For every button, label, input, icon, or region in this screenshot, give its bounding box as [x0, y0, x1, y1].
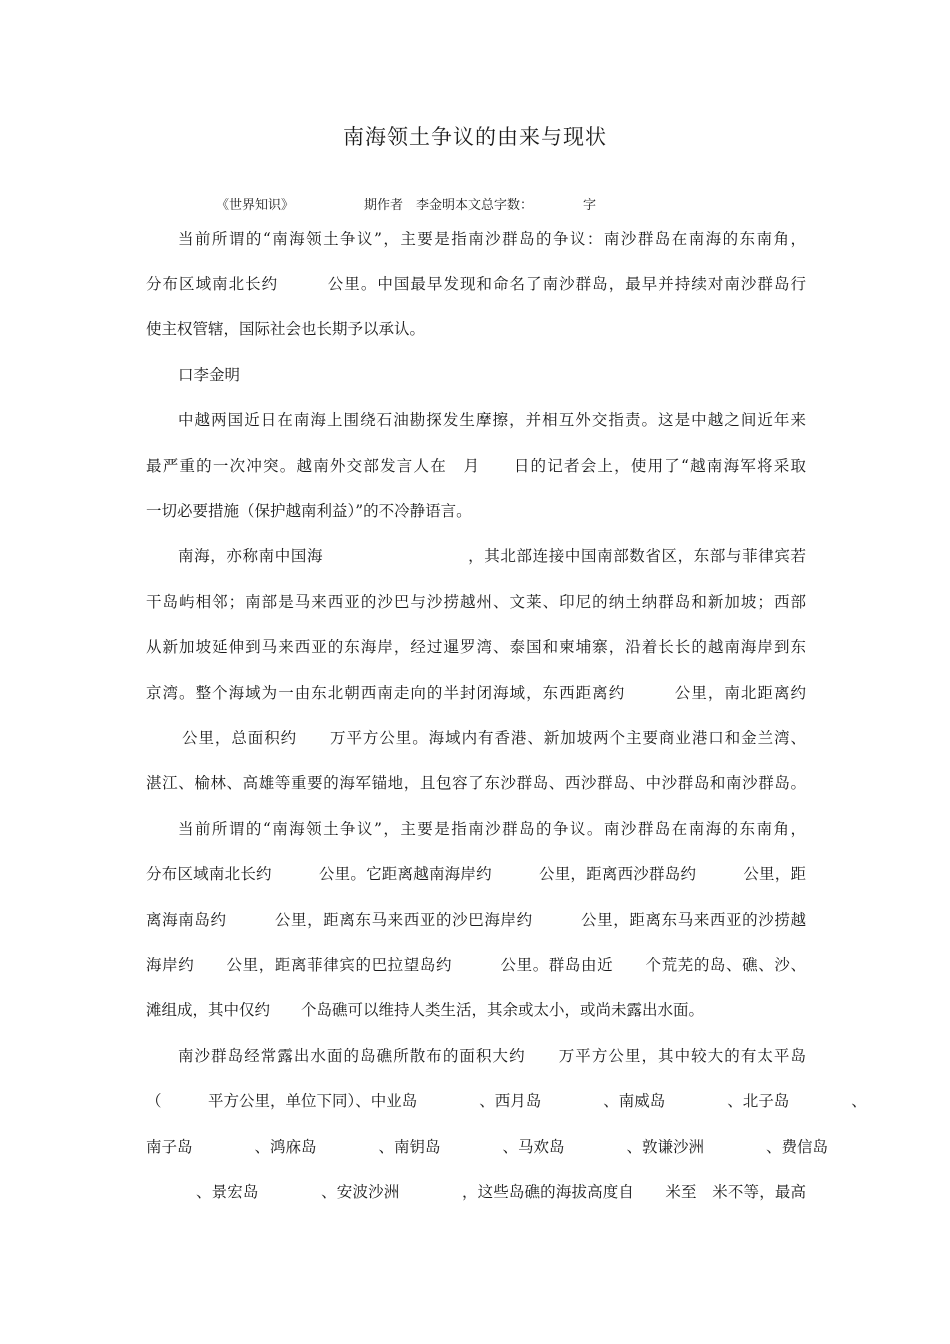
text-line: 湛江、榆林、高雄等重要的海军锚地，且包容了东沙群岛、西沙群岛、中沙群岛和南沙群岛。	[146, 774, 806, 792]
text-line: 南子岛 、鸿庥岛 、南钥岛 、马欢岛 、敦谦沙洲 、费信岛	[146, 1138, 829, 1156]
text-line: 中越两国近日在南海上围绕石油勘探发生摩擦，并相互外交指责。这是中越之间近年来	[178, 411, 806, 429]
meta-unit: 字	[583, 198, 597, 213]
byline: 口李金明	[178, 366, 241, 384]
text-line: 使主权管辖，国际社会也长期予以承认。	[146, 320, 426, 338]
text-line: 分布区域南北长约 公里。中国最早发现和命名了南沙群岛，最早并持续对南沙群岛行	[146, 275, 806, 293]
meta-issue-author: 期作者 李金明本文总字数：	[364, 198, 534, 213]
text-line: 当前所谓的“南海领土争议”，主要是指南沙群岛的争议：南沙群岛在南海的东南角，	[178, 230, 806, 248]
text-line: 一切必要措施（保护越南利益）”的不冷静语言。	[146, 502, 472, 520]
text-line: 分布区域南北长约 公里。它距离越南海岸约 公里，距离西沙群岛约 公里，距	[146, 865, 806, 883]
text-line: 南沙群岛经常露出水面的岛礁所散布的面积大约 万平方公里，其中较大的有太平岛	[178, 1047, 806, 1065]
text-line: 滩组成，其中仅约 个岛礁可以维持人类生活，其余或太小，或尚未露出水面。	[146, 1001, 705, 1019]
text-line: 南海，亦称南中国海 ，其北部连接中国南部数省区，东部与菲律宾若	[178, 547, 806, 565]
text-line: 京湾。整个海域为一由东北朝西南走向的半封闭海域，东西距离约 公里，南北距离约	[146, 684, 806, 702]
text-line: 干岛屿相邻；南部是马来西亚的沙巴与沙捞越州、文莱、印尼的纳土纳群岛和新加坡；西部	[146, 593, 806, 611]
meta-source: 《世界知识》	[216, 198, 295, 213]
text-line: 最严重的一次冲突。越南外交部发言人在 月 日的记者会上，使用了“越南海军将采取	[146, 457, 806, 475]
page-title: 南海领土争议的由来与现状	[343, 125, 607, 149]
text-line: 从新加坡延伸到马来西亚的东海岸，经过暹罗湾、泰国和柬埔寨，沿着长长的越南海岸到东	[146, 638, 806, 656]
text-line: 离海南岛约 公里，距离东马来西亚的沙巴海岸约 公里，距离东马来西亚的沙捞越	[146, 911, 806, 929]
text-line: 、景宏岛 、安波沙洲 ，这些岛礁的海拔高度自 米至 米不等，最高	[196, 1183, 806, 1201]
text-line: 海岸约 公里，距离菲律宾的巴拉望岛约 公里。群岛由近 个荒芜的岛、礁、沙、	[146, 956, 806, 974]
text-line: （ 平方公里，单位下同）、中业岛 、西月岛 、南威岛 、北子岛 、	[146, 1092, 867, 1110]
text-line: 当前所谓的“南海领土争议”，主要是指南沙群岛的争议。南沙群岛在南海的东南角，	[178, 820, 806, 838]
text-line: 公里，总面积约 万平方公里。海域内有香港、新加坡两个主要商业港口和金兰湾、	[182, 729, 806, 747]
